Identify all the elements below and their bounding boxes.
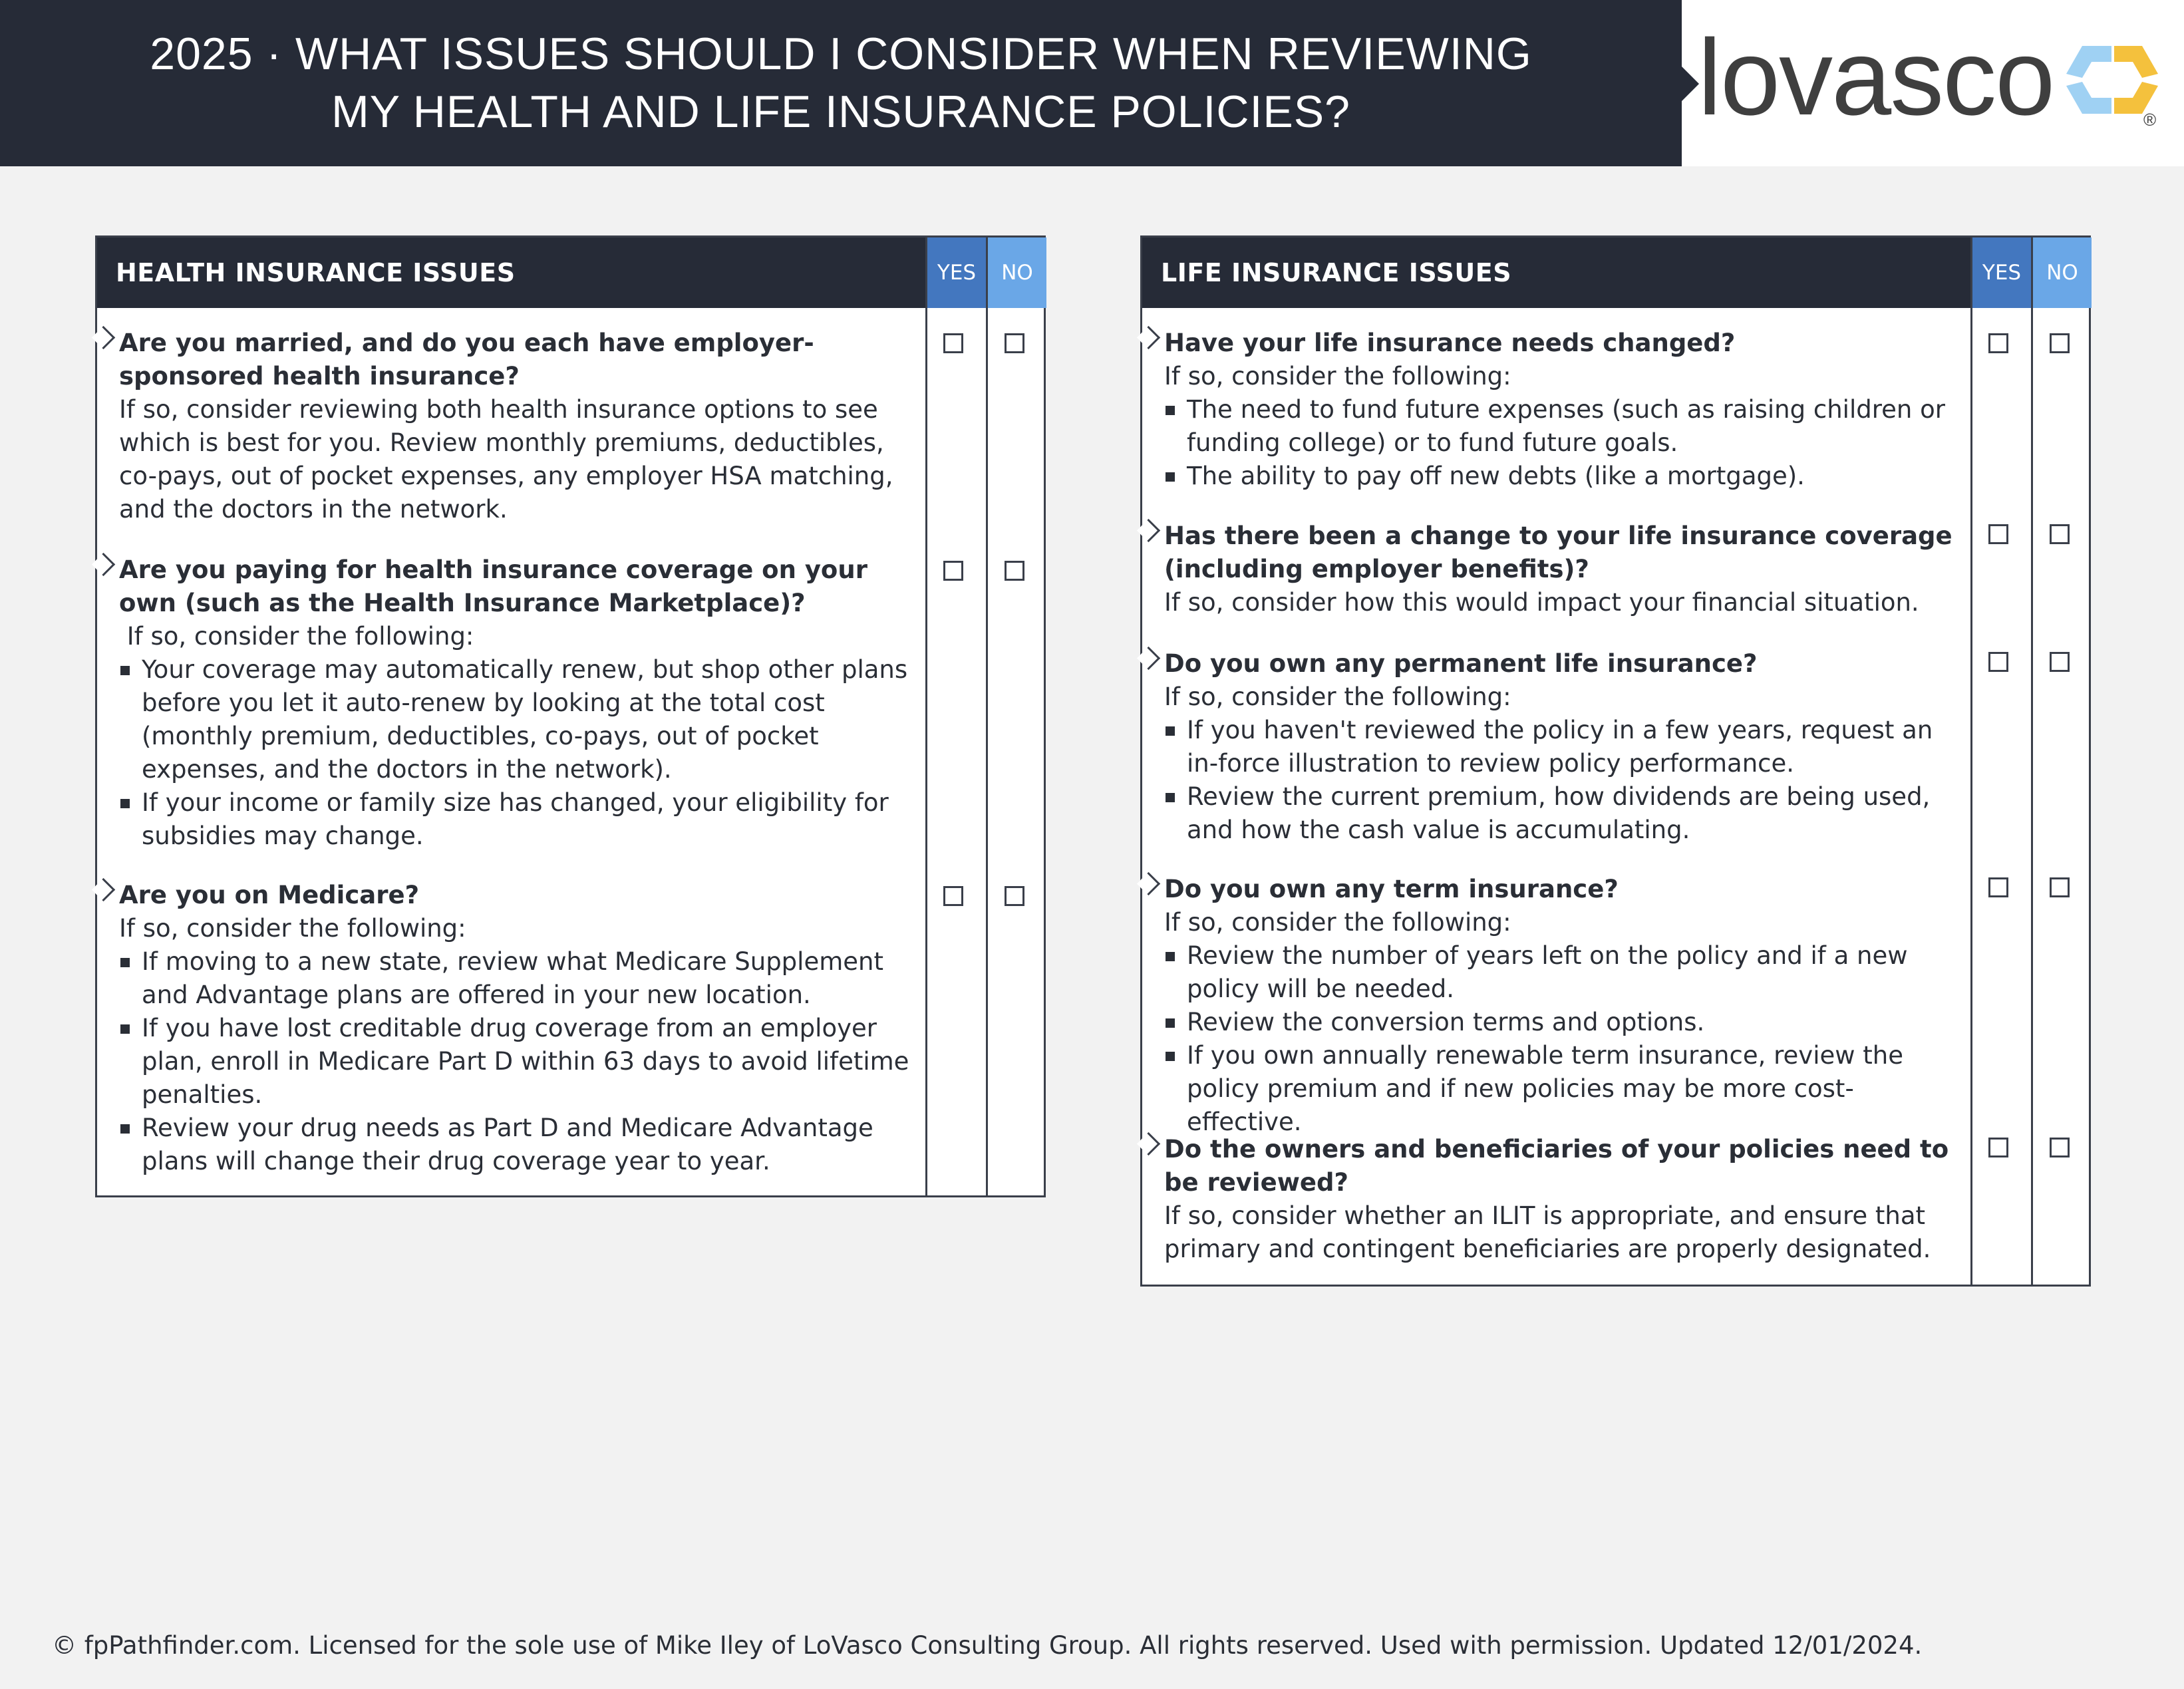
health-panel-title: HEALTH INSURANCE ISSUES (116, 258, 516, 287)
life-q5-no-checkbox[interactable] (2050, 1138, 2070, 1157)
bullet-item: Review the current premium, how dividends are being used, and how the cash value is accumulating. (1164, 780, 1959, 847)
bullet-item: If you own annually renewable term insurance, review the policy premium and if new policies may be more cost-effective. (1164, 1039, 1959, 1139)
column-divider (2031, 308, 2033, 1285)
life-q4-yes-checkbox[interactable] (1988, 877, 2008, 897)
life-q3-yes-checkbox[interactable] (1988, 652, 2008, 672)
life-yes-column-header: YES (1970, 237, 2031, 308)
bullet-item: Review the conversion terms and options. (1164, 1006, 1959, 1039)
life-panel-title: LIFE INSURANCE ISSUES (1161, 258, 1512, 287)
health-q3-yes-checkbox[interactable] (943, 886, 963, 906)
page-header (0, 0, 1682, 166)
question-title: Do you own any term insurance? (1164, 875, 1619, 903)
bullet-list (1164, 393, 1959, 493)
health-insurance-panel (95, 235, 1046, 1197)
life-q5-yes-checkbox[interactable] (1988, 1138, 2008, 1157)
health-q2-no-checkbox[interactable] (1005, 561, 1024, 581)
life-q1-yes-checkbox[interactable] (1988, 333, 2008, 353)
question-intro: If so, consider the following: (1164, 683, 1511, 711)
life-question-beneficiaries (1164, 1133, 1959, 1266)
bullet-item: Review your drug needs as Part D and Medicare Advantage plans will change their drug coverage year to year. (119, 1112, 914, 1178)
bullet-item: The ability to pay off new debts (like a mortgage). (1164, 460, 1959, 493)
health-no-column-header: NO (986, 237, 1046, 308)
health-q2-yes-checkbox[interactable] (943, 561, 963, 581)
question-title: Do you own any permanent life insurance? (1164, 649, 1758, 678)
question-intro: If so, consider the following: (1164, 362, 1511, 390)
bullet-item: Your coverage may automatically renew, but shop other plans before you let it auto-renew by looking at the total cost (monthly premium, deductibles, co-pays, out of pocket expenses, and the doctors in the network). (119, 653, 914, 786)
bullet-item: Review the number of years left on the policy and if a new policy will be needed. (1164, 939, 1959, 1006)
question-title: Are you on Medicare? (119, 881, 420, 909)
health-yes-column-header: YES (925, 237, 986, 308)
life-q2-yes-checkbox[interactable] (1988, 524, 2008, 544)
life-q3-no-checkbox[interactable] (2050, 652, 2070, 672)
life-question-needs-changed (1164, 327, 1959, 493)
question-intro: If so, consider the following: (1164, 908, 1511, 937)
health-question-married (119, 327, 914, 526)
question-marker-icon (92, 878, 115, 901)
logo-wordmark: lovasco (1698, 17, 2054, 138)
question-marker-icon (1137, 647, 1160, 670)
question-marker-icon (1137, 872, 1160, 895)
bullet-list (119, 945, 914, 1178)
question-title: Are you paying for health insurance coverage on your own (such as the Health Insurance Marketplace)? (119, 555, 867, 617)
question-marker-icon (92, 553, 115, 576)
question-title: Do the owners and beneficiaries of your policies need to be reviewed? (1164, 1135, 1949, 1197)
health-question-own-coverage (119, 553, 914, 853)
column-divider (925, 308, 927, 1195)
question-marker-icon (1137, 519, 1160, 542)
life-insurance-panel (1140, 235, 2091, 1287)
question-marker-icon (1137, 326, 1160, 349)
question-marker-icon (1137, 1132, 1160, 1155)
question-intro: If so, consider reviewing both health insurance options to see which is best for you. Review monthly premiums, deductibles, co-pays, out of pocket expenses, any employer HSA matching, and the doctors in the network. (119, 395, 893, 524)
bullet-item: If you have lost creditable drug coverage from an employer plan, enroll in Medicare Part D within 63 days to avoid lifetime penalties. (119, 1012, 914, 1112)
question-title: Are you married, and do you each have employer-sponsored health insurance? (119, 329, 814, 390)
life-panel-header (1142, 237, 2089, 308)
question-marker-icon (92, 326, 115, 349)
question-intro: If so, consider the following: (119, 622, 474, 651)
life-question-coverage-change (1164, 520, 1959, 619)
page-title (36, 25, 1646, 141)
page-title-line-1: 2025 · WHAT ISSUES SHOULD I CONSIDER WHEN REVIEWING (150, 29, 1532, 79)
registered-mark: ® (2143, 110, 2157, 130)
bullet-item: If you haven't reviewed the policy in a few years, request an in-force illustration to review policy performance. (1164, 714, 1959, 780)
question-intro: If so, consider how this would impact your financial situation. (1164, 588, 1919, 617)
life-q2-no-checkbox[interactable] (2050, 524, 2070, 544)
page-title-line-2: MY HEALTH AND LIFE INSURANCE POLICIES? (331, 86, 1350, 137)
life-no-column-header: NO (2031, 237, 2092, 308)
health-question-medicare (119, 879, 914, 1178)
bullet-list (1164, 714, 1959, 847)
life-question-term (1164, 873, 1959, 1139)
logo-arrow-icon (1682, 67, 1699, 101)
health-q3-no-checkbox[interactable] (1005, 886, 1024, 906)
bullet-item: If your income or family size has changed, your eligibility for subsidies may change. (119, 786, 914, 853)
column-divider (986, 308, 988, 1195)
life-q1-no-checkbox[interactable] (2050, 333, 2070, 353)
question-intro: If so, consider the following: (119, 914, 466, 943)
health-panel-header (97, 237, 1044, 308)
bullet-item: If moving to a new state, review what Medicare Supplement and Advantage plans are offered in your new location. (119, 945, 914, 1012)
bullet-item: The need to fund future expenses (such as raising children or funding college) or to fund future goals. (1164, 393, 1959, 460)
column-divider (1970, 308, 1972, 1285)
copyright-footer: © fpPathfinder.com. Licensed for the sole use of Mike Iley of LoVasco Consulting Group. All rights reserved. Used with permission. Updated 12/01/2024. (52, 1631, 1923, 1660)
question-title: Have your life insurance needs changed? (1164, 329, 1736, 357)
life-question-permanent (1164, 647, 1959, 847)
bullet-list (1164, 939, 1959, 1139)
question-title: Has there been a change to your life insurance coverage (including employer benefits)? (1164, 522, 1952, 583)
health-q1-no-checkbox[interactable] (1005, 333, 1024, 353)
bullet-list (119, 653, 914, 853)
health-q1-yes-checkbox[interactable] (943, 333, 963, 353)
life-q4-no-checkbox[interactable] (2050, 877, 2070, 897)
question-intro: If so, consider whether an ILIT is appropriate, and ensure that primary and contingent beneficiaries are properly designated. (1164, 1201, 1931, 1263)
